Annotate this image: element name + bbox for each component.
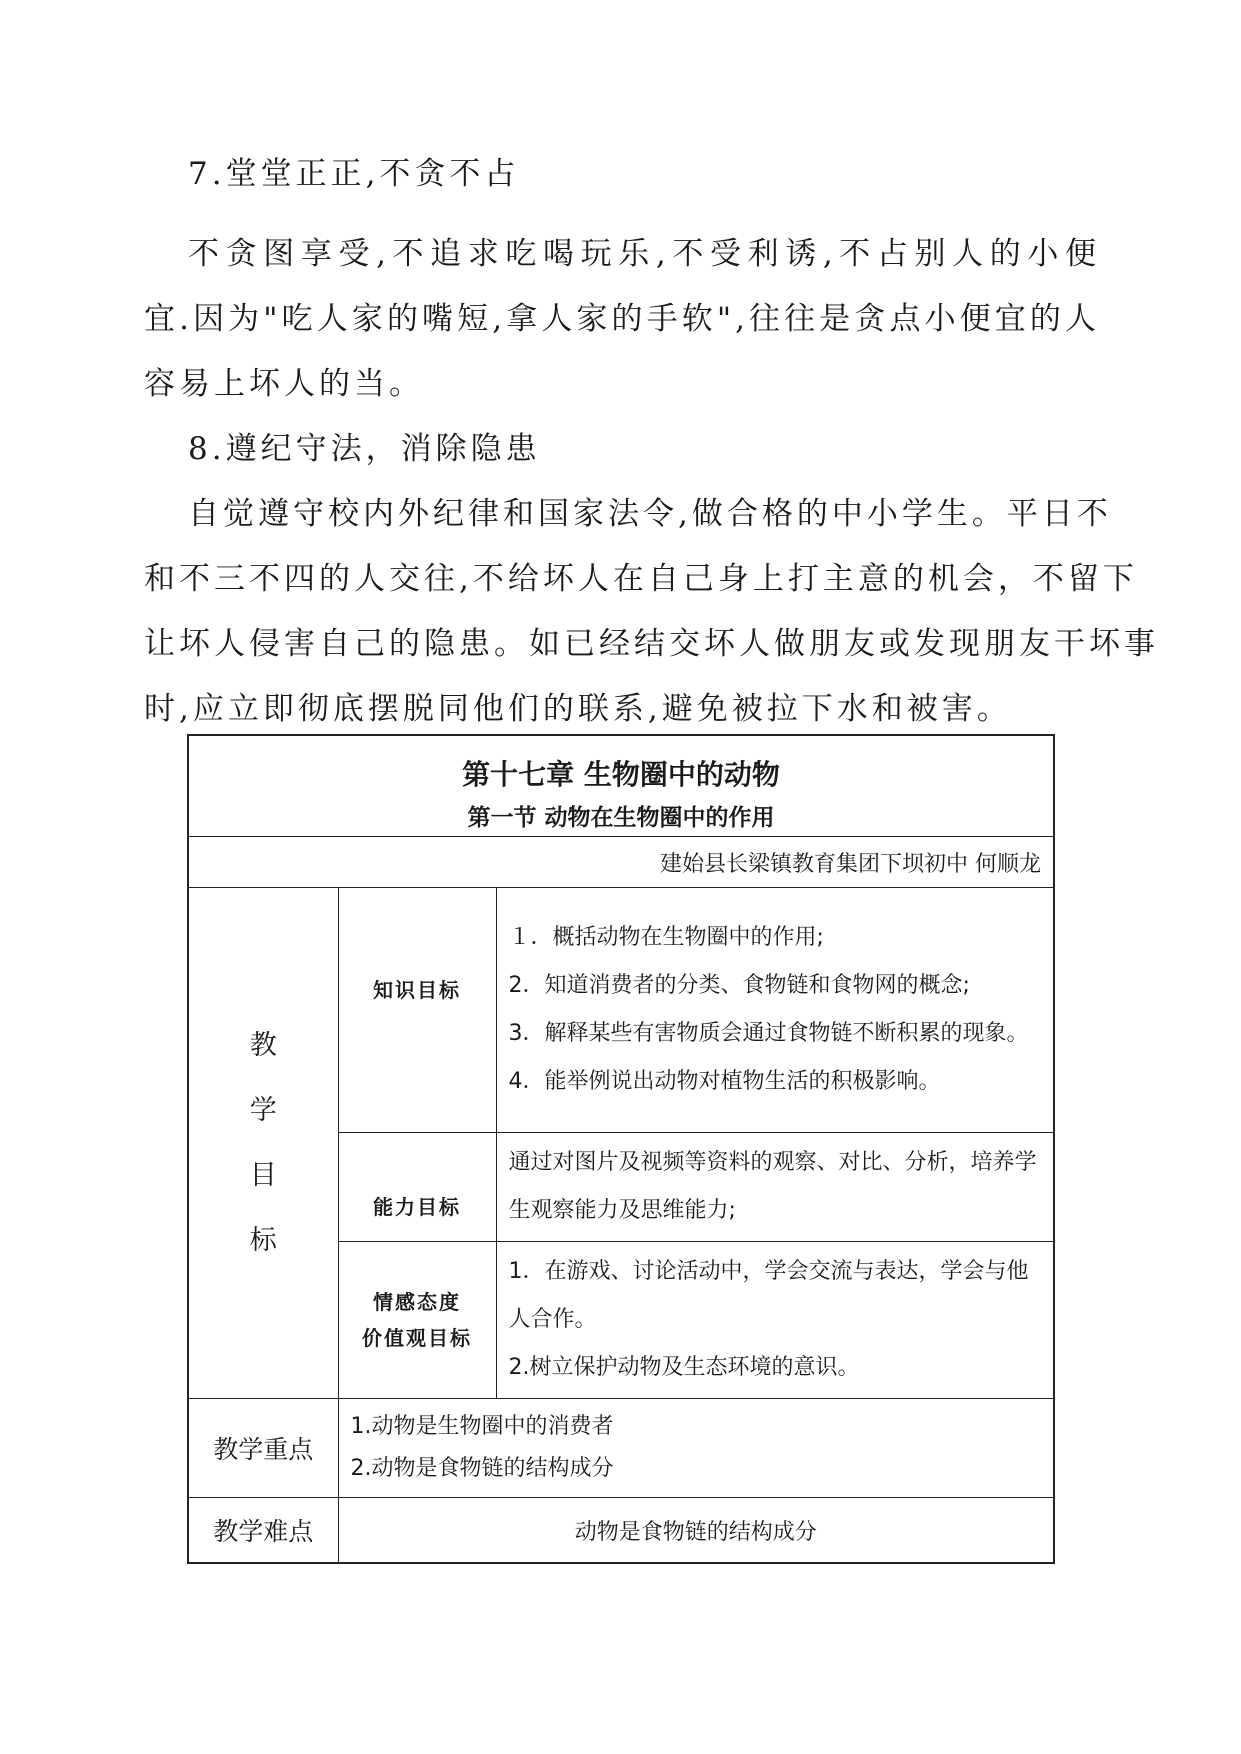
key-points-row <box>188 1399 1054 1498</box>
key-points-label: 教学重点 <box>188 1399 338 1498</box>
paragraph-8-line-3: 让坏人侵害自己的隐患。如已经结交坏人做朋友或发现朋友干坏事 <box>144 626 1159 662</box>
difficulty-content: 动物是食物链的结构成分 <box>338 1498 1054 1564</box>
knowledge-item: １．概括动物在生物圈中的作用; <box>508 925 824 950</box>
chapter-title: 第十七章 生物圈中的动物 <box>462 758 780 791</box>
knowledge-item: 2．知道消费者的分类、食物链和食物网的概念; <box>508 973 970 998</box>
paragraph-7-line-3: 容易上坏人的当。 <box>144 366 424 402</box>
ability-goal-content: 通过对图片及视频等资料的观察、对比、分析，培养学生观察能力及思维能力; <box>496 1133 1054 1242</box>
lesson-plan-table <box>187 734 1055 1564</box>
section-title: 第一节 动物在生物圈中的作用 <box>467 805 775 831</box>
paragraph-8-line-4: 时,应立即彻底摆脱同他们的联系,避免被拉下水和被害。 <box>144 691 1012 727</box>
teaching-goals-label: 教 学 目 标 <box>188 888 338 1399</box>
knowledge-row <box>188 888 1054 1133</box>
knowledge-item: 3．解释某些有害物质会通过食物链不断积累的现象。 <box>508 1021 1029 1046</box>
difficulty-label: 教学难点 <box>188 1498 338 1564</box>
emotion-item: 1．在游戏、讨论活动中，学会交流与表达，学会与他人合作。 <box>508 1259 1029 1332</box>
author-row <box>188 837 1054 888</box>
title-row <box>188 735 1054 837</box>
difficulty-row <box>188 1498 1054 1564</box>
key-points-content <box>338 1399 1054 1498</box>
author: 建始县长梁镇教育集团下坝初中 何顺龙 <box>188 837 1054 888</box>
knowledge-goal-content <box>496 888 1054 1133</box>
knowledge-goal-label: 知识目标 <box>338 888 496 1133</box>
paragraph-7-line-1: 不贪图享受,不追求吃喝玩乐,不受利诱,不占别人的小便 <box>188 236 1100 272</box>
knowledge-item: 4．能举例说出动物对植物生活的积极影响。 <box>508 1069 941 1094</box>
paragraph-7-line-2: 宜.因为"吃人家的嘴短,拿人家的手软",往往是贪点小便宜的人 <box>144 301 1100 337</box>
paragraph-8-line-1: 自觉遵守校内外纪律和国家法令,做合格的中小学生。平日不 <box>188 496 1112 532</box>
ability-goal-label: 能力目标 <box>338 1133 496 1242</box>
emotion-goal-content <box>496 1242 1054 1399</box>
emotion-goal-label: 情感态度 价值观目标 <box>338 1242 496 1399</box>
paragraph-8-line-2: 和不三不四的人交往,不给坏人在自己身上打主意的机会，不留下 <box>144 561 1138 597</box>
heading-7: 7.堂堂正正,不贪不占 <box>188 156 520 192</box>
key-point-item: 1.动物是生物圈中的消费者 <box>350 1414 614 1439</box>
key-point-item: 2.动物是食物链的结构成分 <box>350 1456 614 1481</box>
heading-8: 8.遵纪守法，消除隐患 <box>188 431 541 467</box>
emotion-item: 2.树立保护动物及生态环境的意识。 <box>508 1355 860 1380</box>
